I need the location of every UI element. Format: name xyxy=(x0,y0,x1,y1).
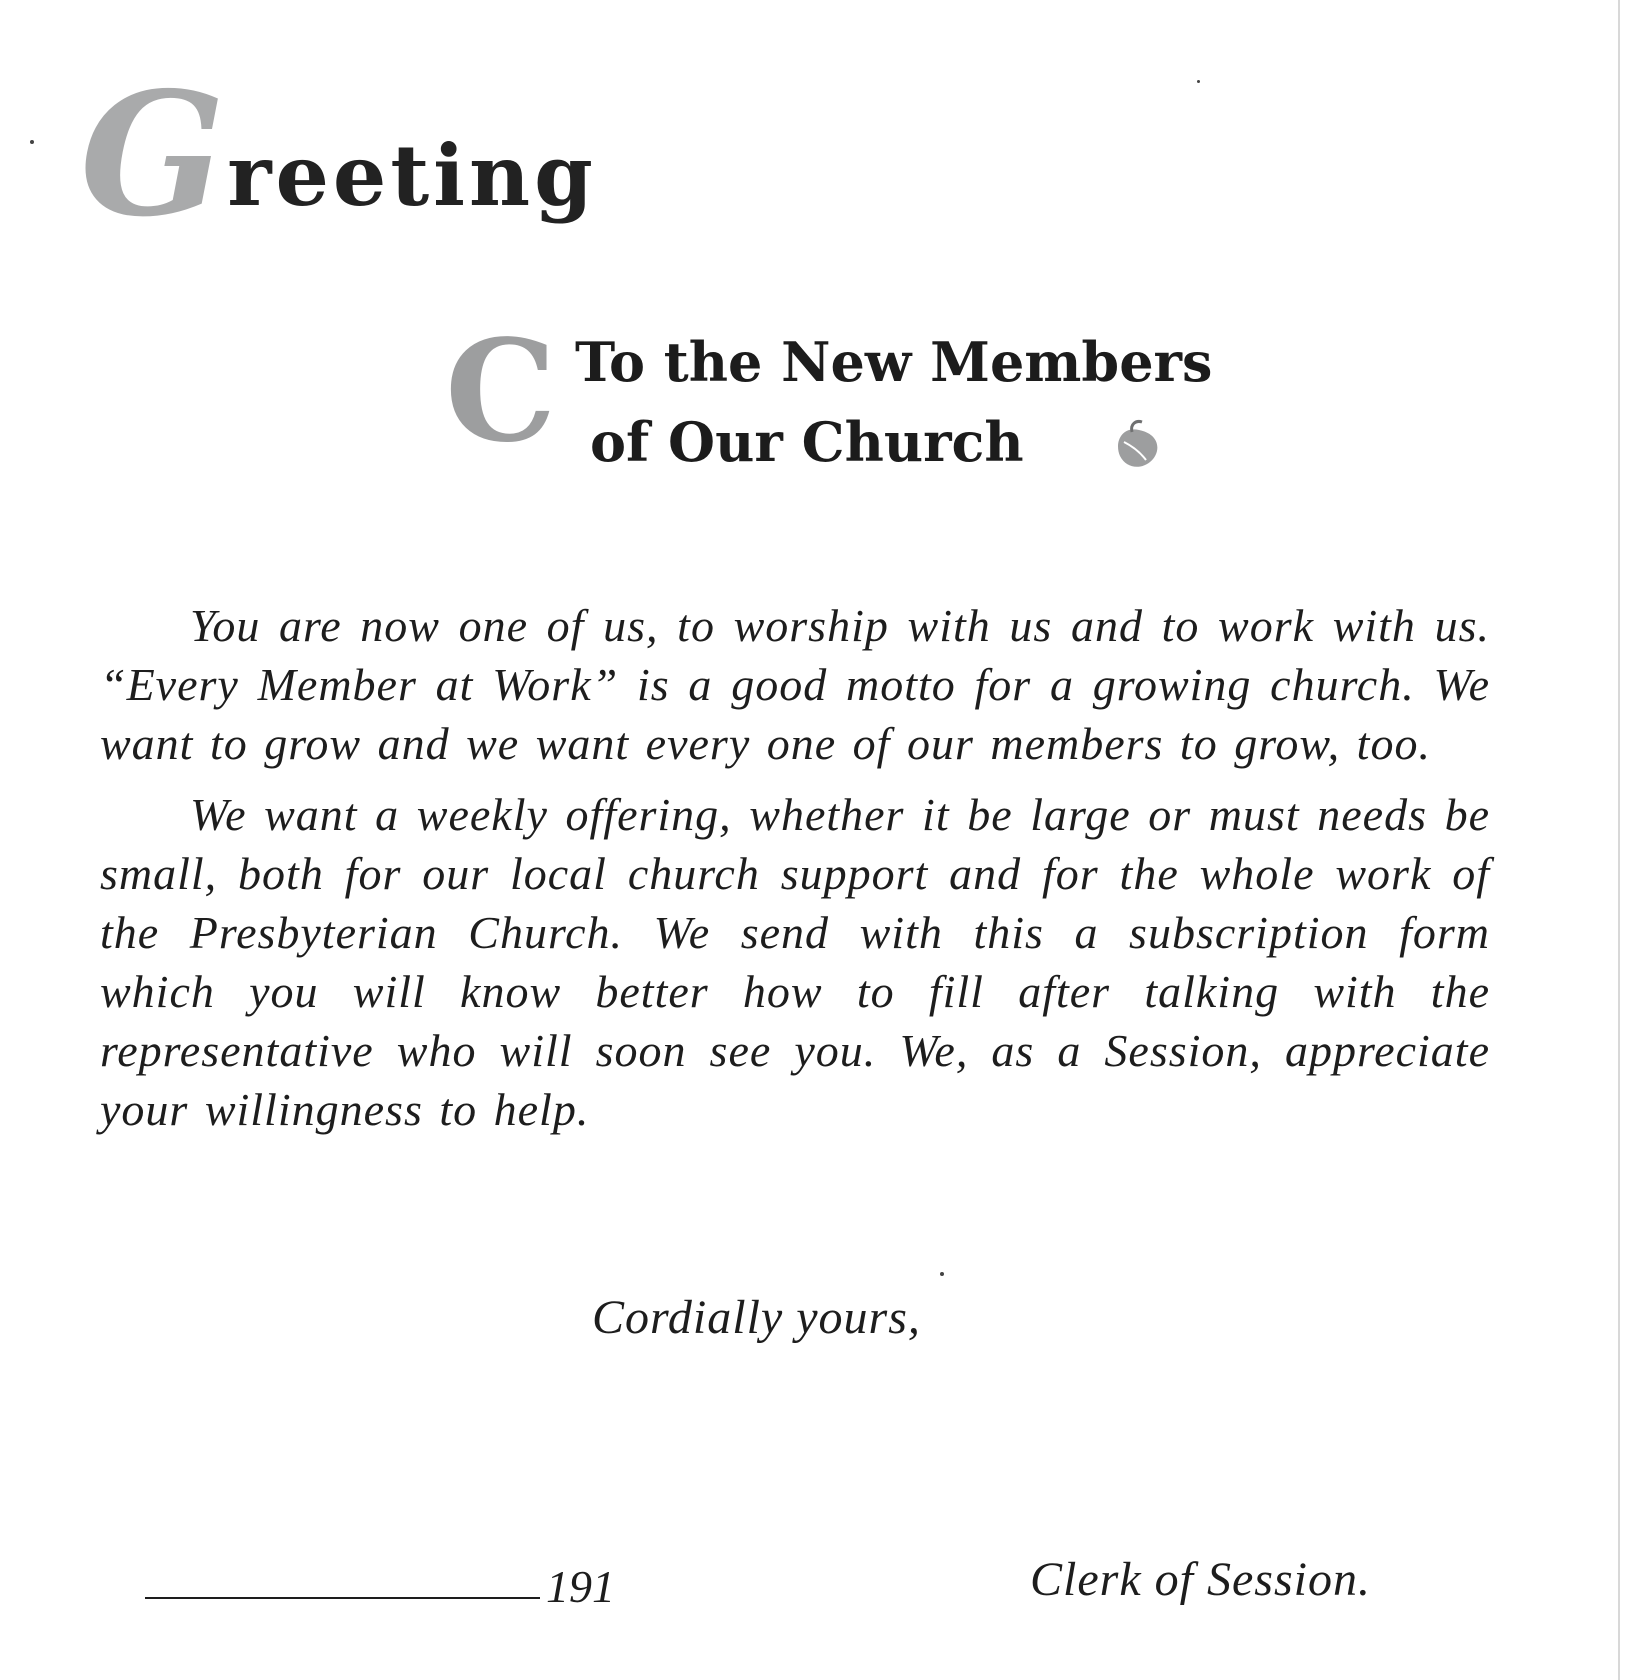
page-edge xyxy=(1618,0,1620,1680)
page-title xyxy=(80,55,597,255)
letter-paragraph-2: We want a weekly offering, whether it be large or must needs be small, both for our local church support and for the whole work of the Presbyterian Church. We send with this a subscription form which you will know better how to fill after talking with the representative who will soon see you. We, as a Session, appreciate your willingness to help. xyxy=(100,789,1490,1135)
date-blank-line xyxy=(145,1597,540,1599)
letter-body xyxy=(100,596,1490,1151)
title-initial-letter: G xyxy=(80,55,226,255)
date-field xyxy=(145,1560,615,1613)
subtitle xyxy=(445,310,1345,502)
subtitle-line-2: of Our Church xyxy=(590,410,1024,474)
paper-speck xyxy=(1197,80,1200,83)
year-prefix: 191 xyxy=(546,1561,615,1612)
closing-salutation: Cordially yours, xyxy=(592,1291,921,1344)
leaf-ornament-icon xyxy=(1110,416,1168,474)
signature-label: Clerk of Session. xyxy=(1030,1553,1371,1606)
paper-speck xyxy=(940,1272,944,1276)
subtitle-initial-letter: C xyxy=(445,310,557,474)
subtitle-line-1: To the New Members xyxy=(575,330,1213,394)
title-text: reeting xyxy=(227,126,597,225)
letter-paragraph-1: You are now one of us, to worship with us and to work with us. “Every Member at Work” is a good motto for a growing church. We want to grow and we want every one of our members to grow, too. xyxy=(100,600,1490,769)
paper-speck xyxy=(30,140,34,144)
